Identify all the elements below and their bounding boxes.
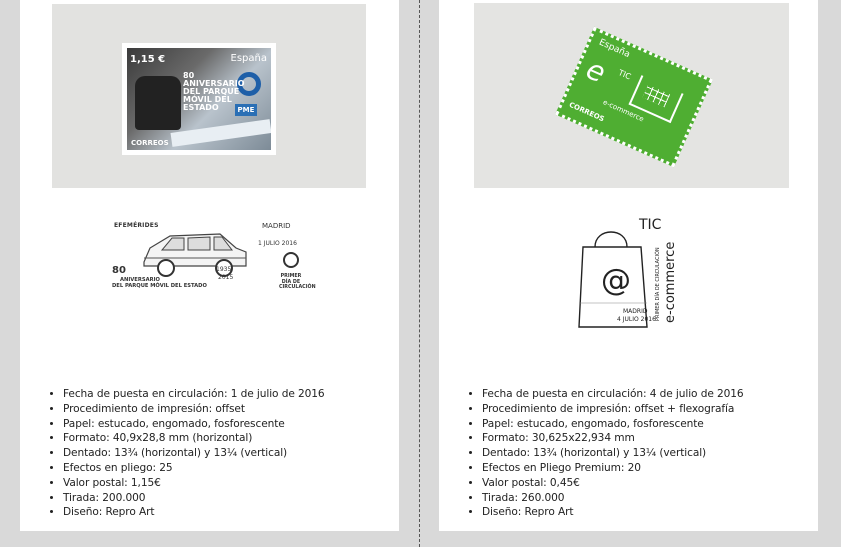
- postmark-ecommerce: e-commerce: [663, 241, 678, 323]
- stamp-brand: CORREOS: [567, 100, 606, 124]
- detail-item: • Fecha de puesta en circulación: 4 de julio de 2016: [482, 387, 744, 402]
- stamp-parque-movil: [123, 44, 275, 154]
- stamp-sheet-left: [20, 0, 399, 531]
- stamp-ecommerce-text: e-commerce: [601, 98, 645, 124]
- detail-item: • Valor postal: 0,45€: [482, 476, 744, 491]
- postmark-first-day: PRIMER DÍA DE CIRCULACIÓN: [279, 274, 316, 290]
- stamp-country: España: [597, 37, 632, 61]
- detail-item: • Diseño: Repro Art: [63, 505, 325, 520]
- stamp-details-right: [469, 387, 744, 520]
- detail-item: • Tirada: 200.000: [63, 491, 325, 506]
- detail-item: • Papel: estucado, engomado, fosforescente: [63, 417, 325, 432]
- detail-item: • Procedimiento de impresión: offset + flexografía: [482, 402, 744, 417]
- stamp-letter: e: [581, 52, 611, 90]
- stamp-photo-area: [52, 4, 366, 188]
- detail-item: • Efectos en pliego: 25: [63, 461, 325, 476]
- first-day-postmark-right: [577, 213, 687, 331]
- detail-item: • Valor postal: 1,15€: [63, 476, 325, 491]
- detail-item: • Procedimiento de impresión: offset: [63, 402, 325, 417]
- postmark-heading: EFEMÉRIDES: [114, 222, 159, 229]
- detail-item: • Dentado: 13¾ (horizontal) y 13¼ (vertical): [63, 446, 325, 461]
- postmark-number: 80: [112, 265, 126, 276]
- stamp-sheet-right: [439, 0, 818, 531]
- postmark-city: MADRID: [262, 222, 291, 230]
- stamp-details-left: [50, 387, 325, 520]
- stamp-ecommerce: [555, 27, 713, 168]
- stamp-artwork: [555, 27, 713, 168]
- at-symbol: @: [601, 263, 631, 298]
- postmark-subtitle: DEL PARQUE MÓVIL DEL ESTADO: [112, 283, 207, 289]
- detail-item: • Dentado: 13¾ (horizontal) y 13¼ (vertical): [482, 446, 744, 461]
- postmark-anniversary: ANIVERSARIO: [120, 277, 160, 283]
- detail-item: • Formato: 30,625x22,934 mm: [482, 431, 744, 446]
- first-day-postmark-left: [112, 222, 316, 296]
- car-drawing: [140, 226, 250, 284]
- stamp-photo-area: [474, 3, 789, 188]
- postmark-year-end: 2015: [218, 274, 234, 281]
- postmark-city: MADRID: [623, 308, 648, 315]
- postmark-first-day: PRIMER DÍA DE CIRCULACIÓN: [655, 247, 661, 321]
- detail-item: • Formato: 40,9x28,8 mm (horizontal): [63, 431, 325, 446]
- license-plate-band: [171, 119, 271, 147]
- stamp-artwork: [127, 48, 271, 150]
- stamp-tic: TIC: [616, 68, 633, 82]
- stamp-anniversary-text: 80 ANIVERSARIO DEL PARQUE MÓVIL DEL ESTADO: [183, 71, 245, 112]
- detail-item: • Fecha de puesta en circulación: 1 de julio de 2016: [63, 387, 325, 402]
- detail-item: • Efectos en Pliego Premium: 20: [482, 461, 744, 476]
- page-divider: [419, 0, 420, 547]
- detail-item: • Papel: estucado, engomado, fosforescente: [482, 417, 744, 432]
- postmark-year-start: 1935: [216, 266, 232, 273]
- post-horn-icon: [283, 252, 299, 268]
- pme-badge: PME: [235, 104, 257, 116]
- stamp-brand: CORREOS: [131, 139, 169, 147]
- postmark-date: 1 JULIO 2016: [258, 240, 297, 247]
- postmark-date: 4 JULIO 2016: [617, 316, 656, 323]
- stamp-value: 1,15 €: [130, 54, 166, 65]
- detail-item: • Diseño: Repro Art: [482, 505, 744, 520]
- stamp-country: España: [230, 53, 267, 64]
- postmark-tic: TIC: [639, 217, 662, 233]
- vintage-car-image: [135, 76, 181, 130]
- detail-item: • Tirada: 260.000: [482, 491, 744, 506]
